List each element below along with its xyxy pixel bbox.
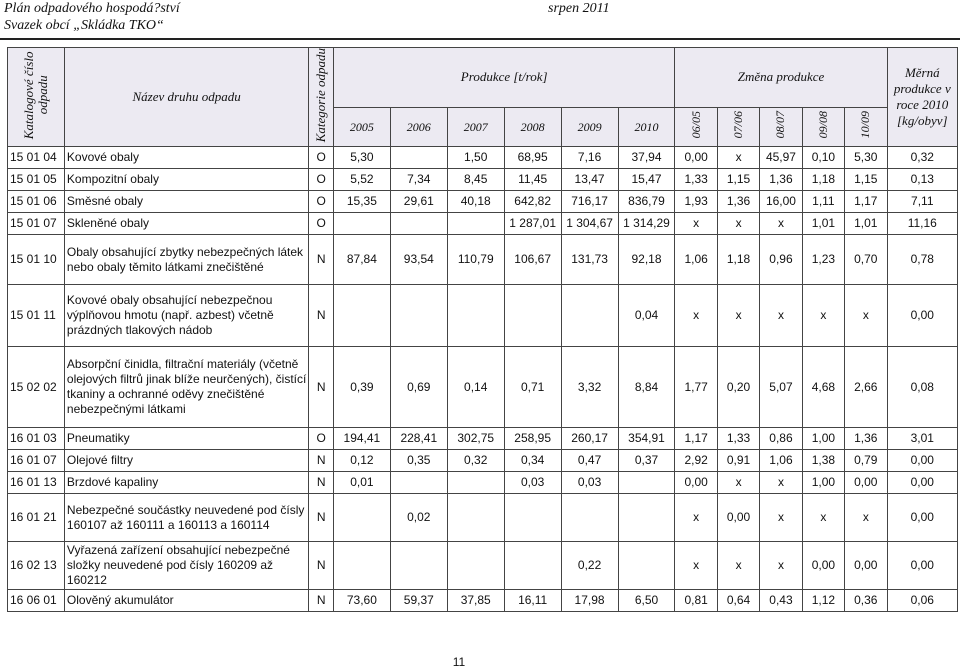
cell-c5: 0,79 [845,450,887,472]
cell-y2010 [618,472,675,494]
cell-catalog-no: 15 01 07 [8,213,65,235]
cell-y2008 [504,542,561,590]
cell-c3: 0,43 [760,590,802,612]
cell-y2007 [447,213,504,235]
cell-y2010: 8,84 [618,347,675,428]
cell-c5: 5,30 [845,147,887,169]
cell-y2006 [390,542,447,590]
cell-y2007 [447,285,504,347]
cell-y2006: 0,02 [390,494,447,542]
cell-c3: 1,06 [760,450,802,472]
cell-c1: 0,00 [675,147,717,169]
cell-c5: 0,00 [845,542,887,590]
cell-c2: 0,20 [717,347,759,428]
cell-y2010 [618,542,675,590]
cell-y2009: 0,03 [561,472,618,494]
cell-c4: 1,00 [802,428,844,450]
cell-y2009: 13,47 [561,169,618,191]
cell-waste-name: Kompozitní obaly [64,169,308,191]
cell-y2005 [333,285,390,347]
table-row [8,147,958,169]
cell-y2005 [333,542,390,590]
cell-y2005: 0,12 [333,450,390,472]
cell-c5: x [845,285,887,347]
cell-y2005: 5,30 [333,147,390,169]
cell-y2006 [390,213,447,235]
cell-y2007: 302,75 [447,428,504,450]
col-header-year: 2010 [618,107,675,146]
waste-production-table [7,47,958,612]
cell-c3: 0,86 [760,428,802,450]
cell-catalog-no: 16 02 13 [8,542,65,590]
cell-c3: 45,97 [760,147,802,169]
col-header-change-period: 06/05 [675,107,717,146]
cell-category: O [309,147,334,169]
cell-c2: x [717,542,759,590]
cell-y2009 [561,285,618,347]
cell-c3: x [760,213,802,235]
table-row [8,347,958,428]
col-header-year: 2007 [447,107,504,146]
cell-y2007: 37,85 [447,590,504,612]
cell-y2005 [333,494,390,542]
cell-y2006: 29,61 [390,191,447,213]
cell-category: O [309,428,334,450]
cell-spec: 0,00 [887,285,957,347]
cell-category: N [309,285,334,347]
cell-c5: 1,36 [845,428,887,450]
col-header-catalog-no: Katalogové číslo odpadu [8,48,65,147]
cell-c4: 1,01 [802,213,844,235]
cell-y2008: 0,03 [504,472,561,494]
cell-c5: x [845,494,887,542]
document-title [4,0,180,34]
cell-catalog-no: 15 01 10 [8,235,65,285]
table-row [8,428,958,450]
cell-y2009: 17,98 [561,590,618,612]
cell-c5: 1,01 [845,213,887,235]
cell-c4: 0,00 [802,542,844,590]
cell-y2005: 0,39 [333,347,390,428]
cell-category: N [309,542,334,590]
cell-c2: 0,91 [717,450,759,472]
cell-waste-name: Skleněné obaly [64,213,308,235]
cell-c4: 1,18 [802,169,844,191]
cell-y2006: 228,41 [390,428,447,450]
cell-catalog-no: 16 01 03 [8,428,65,450]
cell-y2007: 0,32 [447,450,504,472]
cell-spec: 3,01 [887,428,957,450]
cell-c1: 0,81 [675,590,717,612]
col-header-year: 2005 [333,107,390,146]
cell-y2009: 260,17 [561,428,618,450]
cell-y2005 [333,213,390,235]
col-header-waste-name: Název druhu odpadu [64,48,308,147]
cell-c1: 1,77 [675,347,717,428]
col-header-change-period: 10/09 [845,107,887,146]
cell-spec: 0,78 [887,235,957,285]
cell-c1: 1,06 [675,235,717,285]
cell-y2009: 0,22 [561,542,618,590]
cell-y2008: 68,95 [504,147,561,169]
cell-y2010: 0,37 [618,450,675,472]
table-row [8,450,958,472]
cell-y2009 [561,494,618,542]
table-row [8,494,958,542]
table-row [8,235,958,285]
cell-spec: 0,06 [887,590,957,612]
cell-waste-name: Olejové filtry [64,450,308,472]
cell-spec: 0,00 [887,542,957,590]
cell-c2: x [717,472,759,494]
cell-catalog-no: 16 01 07 [8,450,65,472]
cell-c2: 1,33 [717,428,759,450]
cell-y2010 [618,494,675,542]
table-row [8,285,958,347]
cell-c4: x [802,494,844,542]
cell-category: N [309,347,334,428]
cell-c1: 1,93 [675,191,717,213]
col-header-change-period: 07/06 [717,107,759,146]
table-row [8,213,958,235]
cell-category: N [309,235,334,285]
cell-c3: x [760,472,802,494]
cell-c3: 16,00 [760,191,802,213]
cell-c3: x [760,542,802,590]
table-row [8,169,958,191]
cell-y2010: 37,94 [618,147,675,169]
cell-y2008: 0,34 [504,450,561,472]
cell-c4: 1,38 [802,450,844,472]
cell-y2007: 110,79 [447,235,504,285]
cell-spec: 0,13 [887,169,957,191]
col-header-category: Kategorie odpadu [309,48,334,147]
col-header-change-period: 09/08 [802,107,844,146]
cell-c1: x [675,213,717,235]
cell-c3: x [760,494,802,542]
cell-c1: 1,33 [675,169,717,191]
cell-y2009: 1 304,67 [561,213,618,235]
cell-c1: x [675,542,717,590]
col-header-year: 2006 [390,107,447,146]
cell-c1: 0,00 [675,472,717,494]
cell-y2008: 16,11 [504,590,561,612]
cell-c5: 0,36 [845,590,887,612]
cell-catalog-no: 15 01 05 [8,169,65,191]
cell-category: O [309,191,334,213]
cell-y2005: 87,84 [333,235,390,285]
page-number: 11 [452,655,466,669]
cell-c4: 1,12 [802,590,844,612]
cell-c2: x [717,285,759,347]
cell-c2: 1,18 [717,235,759,285]
cell-spec: 0,00 [887,450,957,472]
cell-waste-name: Pneumatiky [64,428,308,450]
cell-y2006: 93,54 [390,235,447,285]
cell-waste-name: Obaly obsahující zbytky nebezpečných látek nebo obaly těmito látkami znečištěné [64,235,308,285]
cell-y2006 [390,472,447,494]
col-header-change: Změna produkce [675,48,887,108]
cell-catalog-no: 16 01 21 [8,494,65,542]
cell-y2005: 194,41 [333,428,390,450]
cell-catalog-no: 16 01 13 [8,472,65,494]
cell-y2006: 7,34 [390,169,447,191]
cell-y2008: 642,82 [504,191,561,213]
cell-c1: 1,17 [675,428,717,450]
document-title-line1: Plán odpadového hospodá?ství [4,1,180,16]
cell-spec: 7,11 [887,191,957,213]
cell-c1: x [675,494,717,542]
cell-c2: 0,64 [717,590,759,612]
cell-c5: 1,15 [845,169,887,191]
col-header-change-period: 08/07 [760,107,802,146]
cell-y2007: 1,50 [447,147,504,169]
cell-y2007: 40,18 [447,191,504,213]
cell-category: N [309,450,334,472]
cell-c2: x [717,213,759,235]
cell-waste-name: Kovové obaly obsahující nebezpečnou výplňovou hmotu (např. azbest) včetně prázdných tlakových nádob [64,285,308,347]
cell-c4: 0,10 [802,147,844,169]
cell-c4: 4,68 [802,347,844,428]
cell-y2009: 131,73 [561,235,618,285]
cell-waste-name: Olověný akumulátor [64,590,308,612]
cell-y2010: 15,47 [618,169,675,191]
cell-y2005: 73,60 [333,590,390,612]
cell-waste-name: Směsné obaly [64,191,308,213]
cell-category: O [309,213,334,235]
cell-y2005: 5,52 [333,169,390,191]
cell-y2006: 59,37 [390,590,447,612]
cell-catalog-no: 16 06 01 [8,590,65,612]
cell-catalog-no: 15 02 02 [8,347,65,428]
cell-spec: 11,16 [887,213,957,235]
cell-y2007 [447,542,504,590]
cell-y2008 [504,285,561,347]
cell-c3: 1,36 [760,169,802,191]
cell-waste-name: Vyřazená zařízení obsahující nebezpečné složky neuvedené pod čísly 160209 až 160212 [64,542,308,590]
cell-c1: x [675,285,717,347]
cell-y2007: 8,45 [447,169,504,191]
cell-y2007 [447,494,504,542]
cell-catalog-no: 15 01 06 [8,191,65,213]
cell-y2005: 0,01 [333,472,390,494]
col-header-specific: Měrná produkce v roce 2010 [kg/obyv] [887,48,957,147]
cell-y2009: 7,16 [561,147,618,169]
col-header-year: 2009 [561,107,618,146]
cell-c5: 2,66 [845,347,887,428]
cell-y2007 [447,472,504,494]
cell-c5: 0,00 [845,472,887,494]
cell-y2010: 836,79 [618,191,675,213]
cell-waste-name: Brzdové kapaliny [64,472,308,494]
cell-y2005: 15,35 [333,191,390,213]
cell-y2009: 716,17 [561,191,618,213]
cell-c4: 1,00 [802,472,844,494]
cell-y2008: 11,45 [504,169,561,191]
cell-y2008 [504,494,561,542]
cell-c4: x [802,285,844,347]
cell-spec: 0,00 [887,472,957,494]
cell-y2010: 6,50 [618,590,675,612]
cell-y2006: 0,35 [390,450,447,472]
table-body [8,147,958,612]
cell-y2009: 0,47 [561,450,618,472]
cell-category: N [309,472,334,494]
cell-catalog-no: 15 01 04 [8,147,65,169]
cell-waste-name: Kovové obaly [64,147,308,169]
cell-category: N [309,494,334,542]
cell-c3: 5,07 [760,347,802,428]
cell-spec: 0,08 [887,347,957,428]
cell-y2008: 0,71 [504,347,561,428]
cell-y2010: 0,04 [618,285,675,347]
document-title-line2: Svazek obcí „Skládka TKO“ [4,18,164,33]
cell-c3: 0,96 [760,235,802,285]
col-header-production: Produkce [t/rok] [333,48,675,108]
cell-y2009: 3,32 [561,347,618,428]
cell-c1: 2,92 [675,450,717,472]
cell-c2: 0,00 [717,494,759,542]
cell-y2008: 1 287,01 [504,213,561,235]
cell-y2010: 1 314,29 [618,213,675,235]
table-row [8,191,958,213]
table-row [8,590,958,612]
cell-c5: 1,17 [845,191,887,213]
page-header [0,0,960,40]
document-date: srpen 2011 [548,1,610,16]
table-row [8,472,958,494]
cell-c2: 1,15 [717,169,759,191]
cell-catalog-no: 15 01 11 [8,285,65,347]
cell-c3: x [760,285,802,347]
table-row [8,542,958,590]
cell-spec: 0,00 [887,494,957,542]
col-header-year: 2008 [504,107,561,146]
cell-c5: 0,70 [845,235,887,285]
cell-spec: 0,32 [887,147,957,169]
cell-category: O [309,169,334,191]
cell-y2006 [390,285,447,347]
cell-c4: 1,23 [802,235,844,285]
cell-waste-name: Nebezpečné součástky neuvedené pod čísly 160107 až 160111 a 160113 a 160114 [64,494,308,542]
header-rule [0,38,960,40]
cell-c2: 1,36 [717,191,759,213]
cell-y2008: 258,95 [504,428,561,450]
cell-category: N [309,590,334,612]
cell-y2007: 0,14 [447,347,504,428]
cell-c2: x [717,147,759,169]
cell-y2010: 92,18 [618,235,675,285]
cell-y2006: 0,69 [390,347,447,428]
cell-y2008: 106,67 [504,235,561,285]
cell-y2006 [390,147,447,169]
cell-c4: 1,11 [802,191,844,213]
cell-waste-name: Absorpční činidla, filtrační materiály (včetně olejových filtrů jinak blíže neurčených), čistící tkaniny a ochranné oděvy znečištěné nebezpečnými látkami [64,347,308,428]
cell-y2010: 354,91 [618,428,675,450]
